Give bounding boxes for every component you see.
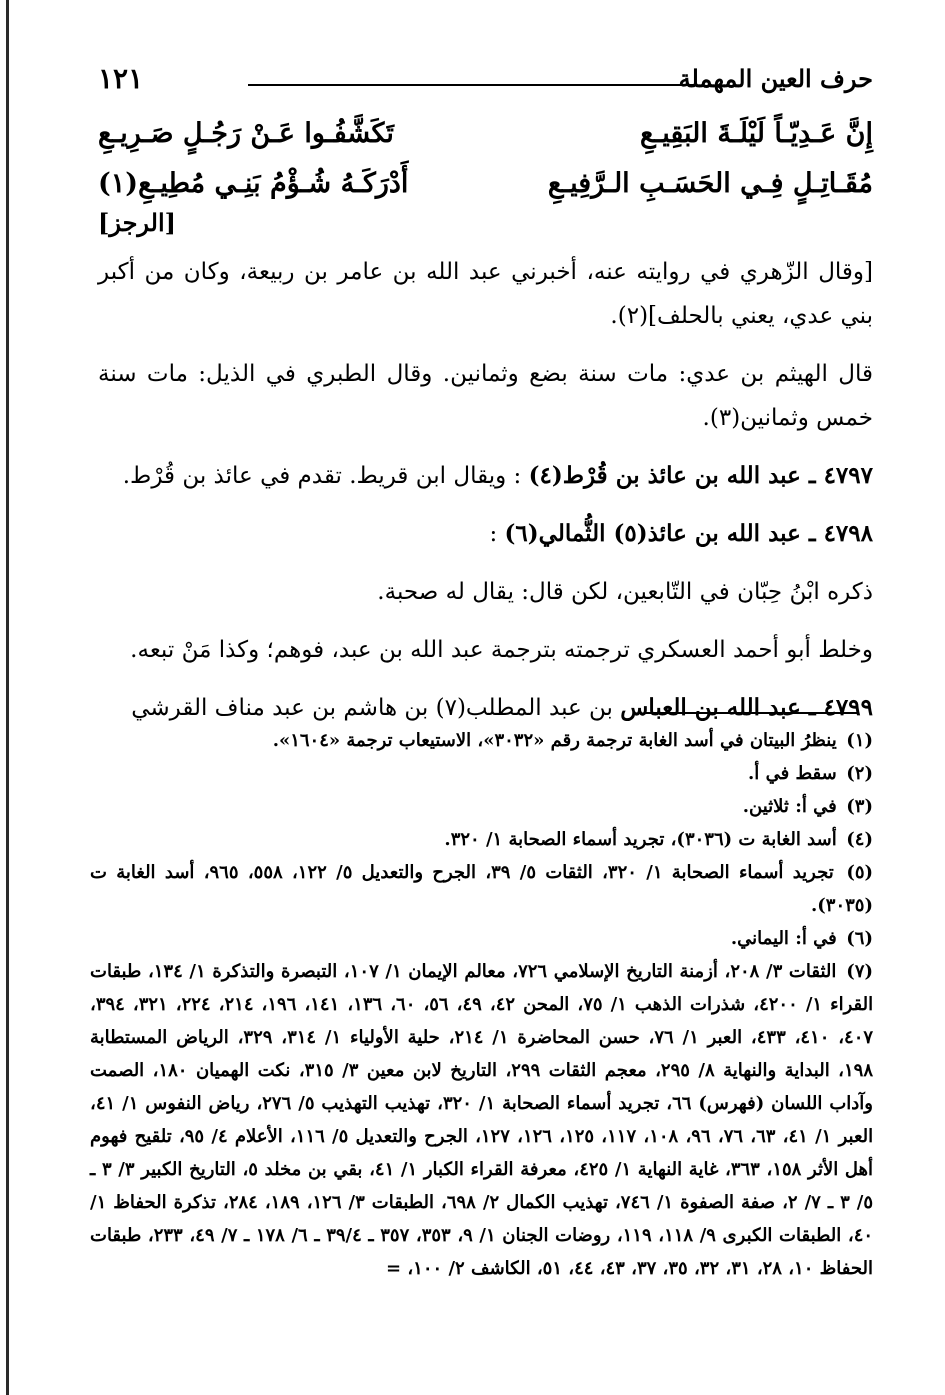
footnote — [90, 922, 873, 955]
verse-1-right-hemistich: إِنَّ عَـدِيّـاً لَيْلَـةَ البَقِيـعِ — [639, 118, 873, 149]
entry-4797 — [98, 454, 873, 498]
paragraph-askari: وخلط أبو أحمد العسكري ترجمته بترجمة عبد الله بن عبد، فوهم؛ وكذا مَنْ تبعه. — [130, 637, 873, 663]
footnote — [90, 757, 873, 790]
footnote — [90, 955, 873, 1285]
header-title: حرف العين المهملة — [678, 64, 873, 93]
verse-1-left-hemistich: تَكَشَّفُـوا عَـنْ رَجُـلٍ صَـرِيـعِ — [98, 118, 394, 149]
footnote — [90, 823, 873, 856]
footnote — [90, 724, 873, 757]
footnote-text: الثقات ٣/ ٢٠٨، أزمنة التاريخ الإسلامي ٧٢٦، معالم الإيمان ١/ ١٠٧، التبصرة والتذكرة ١/ ١٣٤، طبقات القراء ١/ ٤٢٠٠، شذرات الذهب ١/ ٧٥، المحن ٤٢، ٤٩، ٥٦، ٦٠، ١٣٦، ١٤١، ١٩٦، ٢١٤، ٢٢٤، ٣٢١، ٣٩٤، ٤٠٧، ٤١٠، ٤٣٣، العبر ١/ ٧٦، حسن المحاضرة ١/ ٢١٤، حلية الأولياء ١/ ٣١٤، ٣٢٩، الرياض المستطابة ١٩٨، البداية والنهاية ٨/ ٢٩٥، معجم الثقات ٢٩٩، التاريخ لابن معين ٣/ ٣١٥، نكت الهميان ١٨٠، الصمت وآداب اللسان (فهرس) ٦٦، تجريد أسماء الصحابة ١/ ٣٢٠، تهذيب التهذيب ٥/ ٢٧٦، رياض النفوس ١/ ٤١، العبر ١/ ٤١، ٦٣، ٧٦، ٩٦، ١٠٨، ١١٧، ١٢٥، ١٢٦، ١٢٧، الجرح والتعديل ٥/ ١١٦، الأعلام ٤/ ٩٥، تلقيح فهوم أهل الأثر ١٥٨، ٣٦٣، غاية النهاية ١/ ٤٢٥، معرفة القراء الكبار ١/ ٤١، بقي بن مخلد ٥، التاريخ الكبير ٣/ ٣ ـ ٥/ ٣ ـ ٧/ ٢، صفة الصفوة ١/ ٧٤٦، تهذيب الكمال ٢/ ٦٩٨، الطبقات ٣/ ١٢٦، ١٨٩، ٢٨٤، تذكرة الحفاظ ١/ ٤٠، الطبقات الكبرى ٩/ ١١٨، ١١٩، روضات الجنان ١/ ٩، ٣٥٣، ٣٥٧ ـ ٣٩/٤ ـ ٦/ ١٧٨ ـ ٧/ ٤٩، ٢٣٣، طبقات الحفاظ ١٠، ٢٨، ٣١، ٣٢، ٣٥، ٣٧، ٤٣، ٤٤، ٥١، الكاشف ٢/ ١٠٠، = — [90, 961, 874, 1279]
entry-4799-heading: ٤٧٩٩ ـ عبد الله بن العباس — [620, 694, 873, 721]
entry-4798-text: : — [489, 521, 498, 547]
paragraph-ibn-hibban: ذكره ابْنُ حِبّان في التّابعين، لكن قال: يقال له صحبة. — [377, 579, 873, 605]
entry-4798-heading: ٤٧٩٨ ـ عبد الله بن عائذ(٥) الثُّمالي(٦) — [504, 520, 873, 547]
footnote-text: في أ: ثلاثين. — [742, 796, 837, 817]
footnote-marker: (١) — [846, 730, 873, 751]
footnote-text: تجريد أسماء الصحابة ١/ ٣٢٠، الثقات ٥/ ٣٩، الجرح والتعديل ٥/ ١٢٢، ٥٥٨، ٩٦٥، أسد الغابة ت (٣٠٣٥). — [90, 862, 873, 916]
page-number: ١٢١ — [98, 62, 144, 95]
paragraph-zuhri: [وقال الزّهري في روايته عنه، أخبرني عبد الله بن عامر بن ربيعة، وكان من أكبر بني عدي، يعني بالحلف](٢). — [98, 259, 873, 329]
footnote-marker: (٣) — [846, 796, 873, 817]
running-header — [98, 62, 873, 102]
poem-meter: [الرجز] — [98, 208, 177, 237]
verse-2-left-hemistich: أَدْرَكَـهُ شُـؤْمُ بَنِـي مُطِيـعِ(١) — [98, 168, 409, 199]
footnote — [90, 856, 873, 922]
entry-4797-heading: ٤٧٩٧ ـ عبد الله بن عائذ بن قُرْط(٤) — [528, 462, 873, 489]
footnote-marker: (٦) — [846, 928, 873, 949]
verse-2-right-hemistich: مُقَـاتِـلٍ فِـي الحَسَـبِ الـرَّفِيـعِ — [547, 168, 873, 199]
entry-4799-text: بن عبد المطلب(٧) بن هاشم بن عبد مناف القرشي — [131, 695, 613, 721]
paragraph-death-date: قال الهيثم بن عدي: مات سنة بضع وثمانين. وقال الطبري في الذيل: مات سنة خمس وثمانين(٣). — [98, 361, 873, 431]
poem — [98, 118, 873, 238]
main-text — [98, 250, 873, 744]
scan-edge — [6, 0, 9, 1395]
footnote-marker: (٢) — [846, 763, 873, 784]
entry-4797-text: : ويقال ابن قريط. تقدم في عائذ بن قُرْط. — [122, 463, 522, 489]
footnotes — [90, 724, 873, 1285]
footnote-text: في أ: اليماني. — [730, 928, 837, 949]
footnote-marker: (٤) — [846, 829, 873, 850]
footnote-text: أسد الغابة ت (٣٠٣٦)، تجريد أسماء الصحابة ١/ ٣٢٠. — [444, 829, 837, 850]
footnote-separator — [645, 712, 857, 714]
footnote-text: ينظرُ البيتان في أسد الغابة ترجمة رقم «٣٠٣٢»، الاستيعاب ترجمة «١٦٠٤». — [272, 730, 837, 751]
entry-4798 — [98, 512, 873, 556]
footnote-marker: (٥) — [846, 862, 874, 883]
footnote-text: سقط في أ. — [748, 763, 837, 784]
header-rule — [248, 84, 695, 86]
footnote — [90, 790, 873, 823]
footnote-marker: (٧) — [846, 961, 874, 982]
